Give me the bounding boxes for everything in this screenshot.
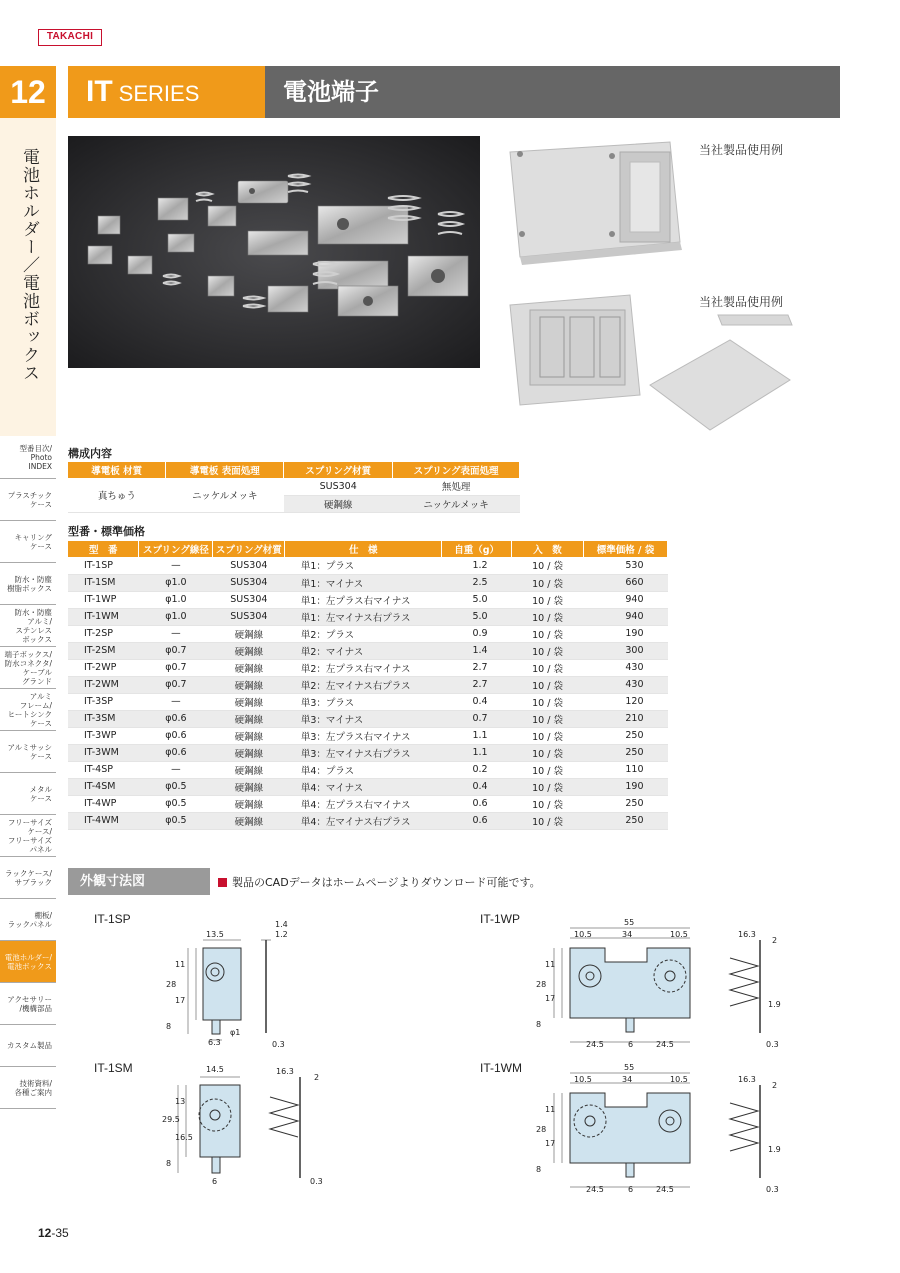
table-row (68, 642, 668, 659)
drawing-label-it-1wp: IT-1WP (480, 912, 521, 926)
table-cell: 硬鋼線 (213, 659, 285, 676)
nav-item[interactable]: 電池ホルダー/ 電池ボックス (0, 941, 56, 983)
dim-text: 28 (536, 1125, 547, 1134)
table-cell: 0.9 (442, 625, 512, 642)
table-cell: 単4：左プラス右マイナス (285, 795, 442, 812)
dimension-drawing-tag: 外観寸法図 (68, 868, 210, 895)
table-row (68, 812, 668, 829)
usage-label-2: 当社製品使用例 (699, 295, 784, 309)
table-cell: IT-2WM (68, 676, 139, 693)
table-cell: 硬鋼線 (213, 727, 285, 744)
table-row (68, 761, 668, 778)
table-cell: 250 (584, 795, 668, 812)
dim-text: 1.9 (768, 1000, 781, 1009)
table-cell: 0.6 (442, 812, 512, 829)
table-cell: φ0.5 (139, 778, 213, 795)
dim-text: 6 (628, 1185, 634, 1194)
table-cell: φ0.5 (139, 812, 213, 829)
dim-text: 2 (314, 1073, 320, 1082)
nav-item[interactable]: アルミ フレーム/ ヒートシンク ケース (0, 689, 56, 731)
nav-item[interactable]: プラスチック ケース (0, 479, 56, 521)
plate-material: 真ちゅう (68, 478, 166, 512)
side-navigation (0, 437, 56, 1109)
dim-text: 11 (175, 960, 186, 969)
dim-text: 11 (545, 1105, 556, 1114)
dim-text: φ1 (230, 1028, 241, 1037)
nav-item[interactable]: カスタム製品 (0, 1025, 56, 1067)
table-cell: 2.7 (442, 659, 512, 676)
table-cell: IT-2SP (68, 625, 139, 642)
table-row (68, 557, 668, 574)
spring-finish: 無処理 (393, 478, 520, 495)
table-cell: — (139, 557, 213, 574)
dim-text: 16.3 (738, 1075, 756, 1084)
dim-text: 28 (536, 980, 547, 989)
table-cell: 10 / 袋 (512, 557, 584, 574)
nav-item[interactable]: 型番目次/ Photo INDEX (0, 437, 56, 479)
drawing-it-1sm (160, 1063, 340, 1202)
pricing-header: 自重（g） (442, 541, 512, 557)
table-cell: IT-2SM (68, 642, 139, 659)
brand-logo: TAKACHI (38, 29, 102, 46)
pricing-table (68, 541, 668, 830)
table-cell: — (139, 761, 213, 778)
pricing-header: スプリング線径 (139, 541, 213, 557)
dim-text: 13 (175, 1097, 186, 1106)
composition-table (68, 462, 520, 513)
table-cell: 0.6 (442, 795, 512, 812)
table-cell: 硬鋼線 (213, 744, 285, 761)
table-cell: φ0.6 (139, 727, 213, 744)
dim-text: 10.5 (574, 930, 592, 939)
table-cell: 120 (584, 693, 668, 710)
table-cell: 190 (584, 625, 668, 642)
composition-header: スプリング材質 (284, 462, 393, 478)
table-cell: 10 / 袋 (512, 761, 584, 778)
pricing-header: スプリング材質 (213, 541, 285, 557)
table-cell: 単3：プラス (285, 693, 442, 710)
table-cell: φ0.6 (139, 710, 213, 727)
red-square-icon (218, 878, 227, 887)
table-cell: 5.0 (442, 591, 512, 608)
dim-text: 8 (536, 1165, 542, 1174)
table-cell: 硬鋼線 (213, 710, 285, 727)
composition-header: スプリング表面処理 (393, 462, 520, 478)
table-cell: 1.1 (442, 727, 512, 744)
table-cell: 10 / 袋 (512, 778, 584, 795)
table-cell: 10 / 袋 (512, 642, 584, 659)
table-cell: φ1.0 (139, 591, 213, 608)
table-cell: φ1.0 (139, 608, 213, 625)
dim-text: 16.3 (276, 1067, 294, 1076)
usage-photo-box-1 (500, 132, 690, 282)
table-cell: φ0.5 (139, 795, 213, 812)
table-cell: φ0.7 (139, 642, 213, 659)
dim-text: 34 (622, 930, 633, 939)
table-cell: 1.2 (442, 557, 512, 574)
composition-header: 導電板 材質 (68, 462, 166, 478)
dim-text: 0.3 (766, 1185, 779, 1194)
dim-text: 11 (545, 960, 556, 969)
pricing-header: 型 番 (68, 541, 139, 557)
drawing-label-it-1sp: IT-1SP (94, 912, 131, 926)
dim-text: 24.5 (586, 1185, 604, 1194)
page-title: 電池端子 (265, 66, 840, 118)
composition-header: 導電板 表面処理 (166, 462, 284, 478)
dim-text: 6.3 (208, 1038, 221, 1047)
table-cell: 10 / 袋 (512, 744, 584, 761)
table-cell: 0.7 (442, 710, 512, 727)
nav-item[interactable]: ラックケース/ サブラック (0, 857, 56, 899)
table-cell: IT-3WM (68, 744, 139, 761)
cad-download-note (218, 874, 541, 890)
table-cell: 単1：左プラス右マイナス (285, 591, 442, 608)
dim-text: 6 (628, 1040, 634, 1049)
table-cell: 単3：左マイナス右プラス (285, 744, 442, 761)
table-row (68, 608, 668, 625)
drawing-label-it-1sm: IT-1SM (94, 1061, 133, 1075)
dim-text: 16.5 (175, 1133, 193, 1142)
table-cell: IT-1WM (68, 608, 139, 625)
chapter-number: 12 (0, 66, 56, 118)
dim-text: 13.5 (206, 930, 224, 939)
nav-item[interactable]: 端子ボックス/ 防水コネクタ/ ケーブル グランド (0, 647, 56, 689)
dim-text: 14.5 (206, 1065, 224, 1074)
table-cell: 単2：左マイナス右プラス (285, 676, 442, 693)
table-cell: 940 (584, 608, 668, 625)
nav-item[interactable]: アルミサッシ ケース (0, 731, 56, 773)
table-cell: 250 (584, 727, 668, 744)
table-cell: 250 (584, 744, 668, 761)
table-cell: 硬鋼線 (213, 812, 285, 829)
table-cell: 10 / 袋 (512, 710, 584, 727)
table-cell: 0.4 (442, 693, 512, 710)
table-cell: 単4：プラス (285, 761, 442, 778)
usage-label-1: 当社製品使用例 (699, 143, 784, 157)
table-cell: 10 / 袋 (512, 676, 584, 693)
table-cell: IT-3SM (68, 710, 139, 727)
table-row (68, 659, 668, 676)
table-cell: 10 / 袋 (512, 574, 584, 591)
table-cell: IT-4WM (68, 812, 139, 829)
dim-text: 34 (622, 1075, 633, 1084)
table-cell: — (139, 625, 213, 642)
dim-text: 17 (545, 1139, 556, 1148)
table-cell: φ1.0 (139, 574, 213, 591)
table-cell: IT-4WP (68, 795, 139, 812)
dim-text: 17 (175, 996, 186, 1005)
spring-material: SUS304 (284, 478, 393, 495)
spring-material: 硬鋼線 (284, 495, 393, 512)
table-cell: φ0.7 (139, 659, 213, 676)
table-cell: 単1：マイナス (285, 574, 442, 591)
dim-text: 8 (166, 1022, 172, 1031)
table-cell: IT-4SM (68, 778, 139, 795)
table-cell: SUS304 (213, 574, 285, 591)
dim-text: 2 (772, 936, 778, 945)
table-cell: — (139, 693, 213, 710)
table-cell: 単2：プラス (285, 625, 442, 642)
nav-item[interactable]: アクセサリー /機構部品 (0, 983, 56, 1025)
table-cell: 10 / 袋 (512, 795, 584, 812)
table-cell: 硬鋼線 (213, 625, 285, 642)
table-row (68, 693, 668, 710)
drawing-label-it-1wm: IT-1WM (480, 1061, 522, 1075)
pricing-header: 仕 様 (285, 541, 442, 557)
table-cell: 10 / 袋 (512, 727, 584, 744)
table-cell: 210 (584, 710, 668, 727)
chapter-vertical-title: 電池ホルダー／電池ボックス (19, 148, 39, 382)
table-cell: 単3：左プラス右マイナス (285, 727, 442, 744)
table-cell: 940 (584, 591, 668, 608)
dim-text: 28 (166, 980, 177, 989)
table-cell: 単1：左マイナス右プラス (285, 608, 442, 625)
table-cell: φ0.6 (139, 744, 213, 761)
table-cell: SUS304 (213, 557, 285, 574)
pricing-header: 標準価格 / 袋 (584, 541, 668, 557)
product-photo (68, 136, 480, 368)
nav-item[interactable]: 棚板/ ラックパネル (0, 899, 56, 941)
table-cell: 10 / 袋 (512, 591, 584, 608)
table-row (68, 591, 668, 608)
table-cell: IT-1SM (68, 574, 139, 591)
dim-text: 10.5 (670, 930, 688, 939)
dim-text: 17 (545, 994, 556, 1003)
dim-text: 24.5 (586, 1040, 604, 1049)
dim-text: 1.4 (275, 920, 288, 929)
table-cell: 0.2 (442, 761, 512, 778)
table-cell: 10 / 袋 (512, 625, 584, 642)
page-number (38, 1226, 69, 1240)
table-cell: 250 (584, 812, 668, 829)
nav-item[interactable]: 防水・防塵 樹脂ボックス (0, 563, 56, 605)
table-row (68, 625, 668, 642)
nav-item[interactable]: 技術資料/ 各種ご案内 (0, 1067, 56, 1109)
table-cell: 単1：プラス (285, 557, 442, 574)
table-row (68, 795, 668, 812)
dim-text: 55 (624, 918, 635, 927)
table-cell: IT-1SP (68, 557, 139, 574)
dim-text: 1.2 (275, 930, 288, 939)
plate-finish: ニッケルメッキ (166, 478, 284, 512)
table-cell: 2.7 (442, 676, 512, 693)
table-cell: 530 (584, 557, 668, 574)
table-cell: 単4：左マイナス右プラス (285, 812, 442, 829)
table-cell: 10 / 袋 (512, 812, 584, 829)
dim-text: 2 (772, 1081, 778, 1090)
table-cell: 430 (584, 676, 668, 693)
dim-text: 8 (166, 1159, 172, 1168)
nav-item[interactable]: メタル ケース (0, 773, 56, 815)
table-row (68, 676, 668, 693)
dim-text: 6 (212, 1177, 218, 1186)
table-cell: 430 (584, 659, 668, 676)
table-cell: 硬鋼線 (213, 795, 285, 812)
cad-note-text: 製品のCADデータはホームページよりダウンロード可能です。 (232, 876, 541, 889)
table-cell: 1.1 (442, 744, 512, 761)
table-cell: IT-4SP (68, 761, 139, 778)
table-cell: 0.4 (442, 778, 512, 795)
dim-text: 0.3 (310, 1177, 323, 1186)
table-cell: 硬鋼線 (213, 778, 285, 795)
table-cell: 110 (584, 761, 668, 778)
table-cell: 単2：左プラス右マイナス (285, 659, 442, 676)
dim-text: 55 (624, 1063, 635, 1072)
series-title (68, 66, 265, 118)
table-cell: IT-3SP (68, 693, 139, 710)
table-cell: 300 (584, 642, 668, 659)
nav-item[interactable]: フリーサイズ ケース/ フリーサイズ パネル (0, 815, 56, 857)
series-code: IT (86, 75, 113, 108)
page-suffix: -35 (51, 1226, 69, 1240)
drawing-it-1wp (530, 918, 790, 1057)
table-cell: 5.0 (442, 608, 512, 625)
series-word: SERIES (118, 81, 200, 106)
table-cell: 硬鋼線 (213, 642, 285, 659)
table-row (68, 778, 668, 795)
page-chapter: 12 (38, 1226, 52, 1240)
table-cell: 660 (584, 574, 668, 591)
table-cell: SUS304 (213, 608, 285, 625)
table-cell: 2.5 (442, 574, 512, 591)
table-cell: IT-1WP (68, 591, 139, 608)
drawing-it-1wm (530, 1063, 790, 1202)
table-cell: 硬鋼線 (213, 676, 285, 693)
pricing-header: 入 数 (512, 541, 584, 557)
dim-text: 10.5 (574, 1075, 592, 1084)
table-cell: SUS304 (213, 591, 285, 608)
table-cell: 硬鋼線 (213, 761, 285, 778)
nav-item[interactable]: キャリング ケース (0, 521, 56, 563)
table-cell: 硬鋼線 (213, 693, 285, 710)
dim-text: 1.9 (768, 1145, 781, 1154)
dim-text: 0.3 (766, 1040, 779, 1049)
pricing-title: 型番・標準価格 (68, 525, 145, 538)
table-cell: IT-3WP (68, 727, 139, 744)
dim-text: 24.5 (656, 1040, 674, 1049)
table-cell: 10 / 袋 (512, 659, 584, 676)
composition-title: 構成内容 (68, 447, 112, 460)
spring-finish: ニッケルメッキ (393, 495, 520, 512)
table-cell: 10 / 袋 (512, 608, 584, 625)
table-row (68, 744, 668, 761)
dim-text: 29.5 (162, 1115, 180, 1124)
table-cell: φ0.7 (139, 676, 213, 693)
table-cell: 単2：マイナス (285, 642, 442, 659)
table-cell: 10 / 袋 (512, 693, 584, 710)
dim-text: 10.5 (670, 1075, 688, 1084)
table-cell: IT-2WP (68, 659, 139, 676)
dim-text: 16.3 (738, 930, 756, 939)
table-cell: 単4：マイナス (285, 778, 442, 795)
table-row (68, 727, 668, 744)
dim-text: 0.3 (272, 1040, 285, 1049)
table-cell: 単3：マイナス (285, 710, 442, 727)
dim-text: 8 (536, 1020, 542, 1029)
table-row (68, 710, 668, 727)
dim-text: 24.5 (656, 1185, 674, 1194)
table-cell: 1.4 (442, 642, 512, 659)
table-row (68, 574, 668, 591)
nav-item[interactable]: 防水・防塵 アルミ/ ステンレス ボックス (0, 605, 56, 647)
table-cell: 190 (584, 778, 668, 795)
